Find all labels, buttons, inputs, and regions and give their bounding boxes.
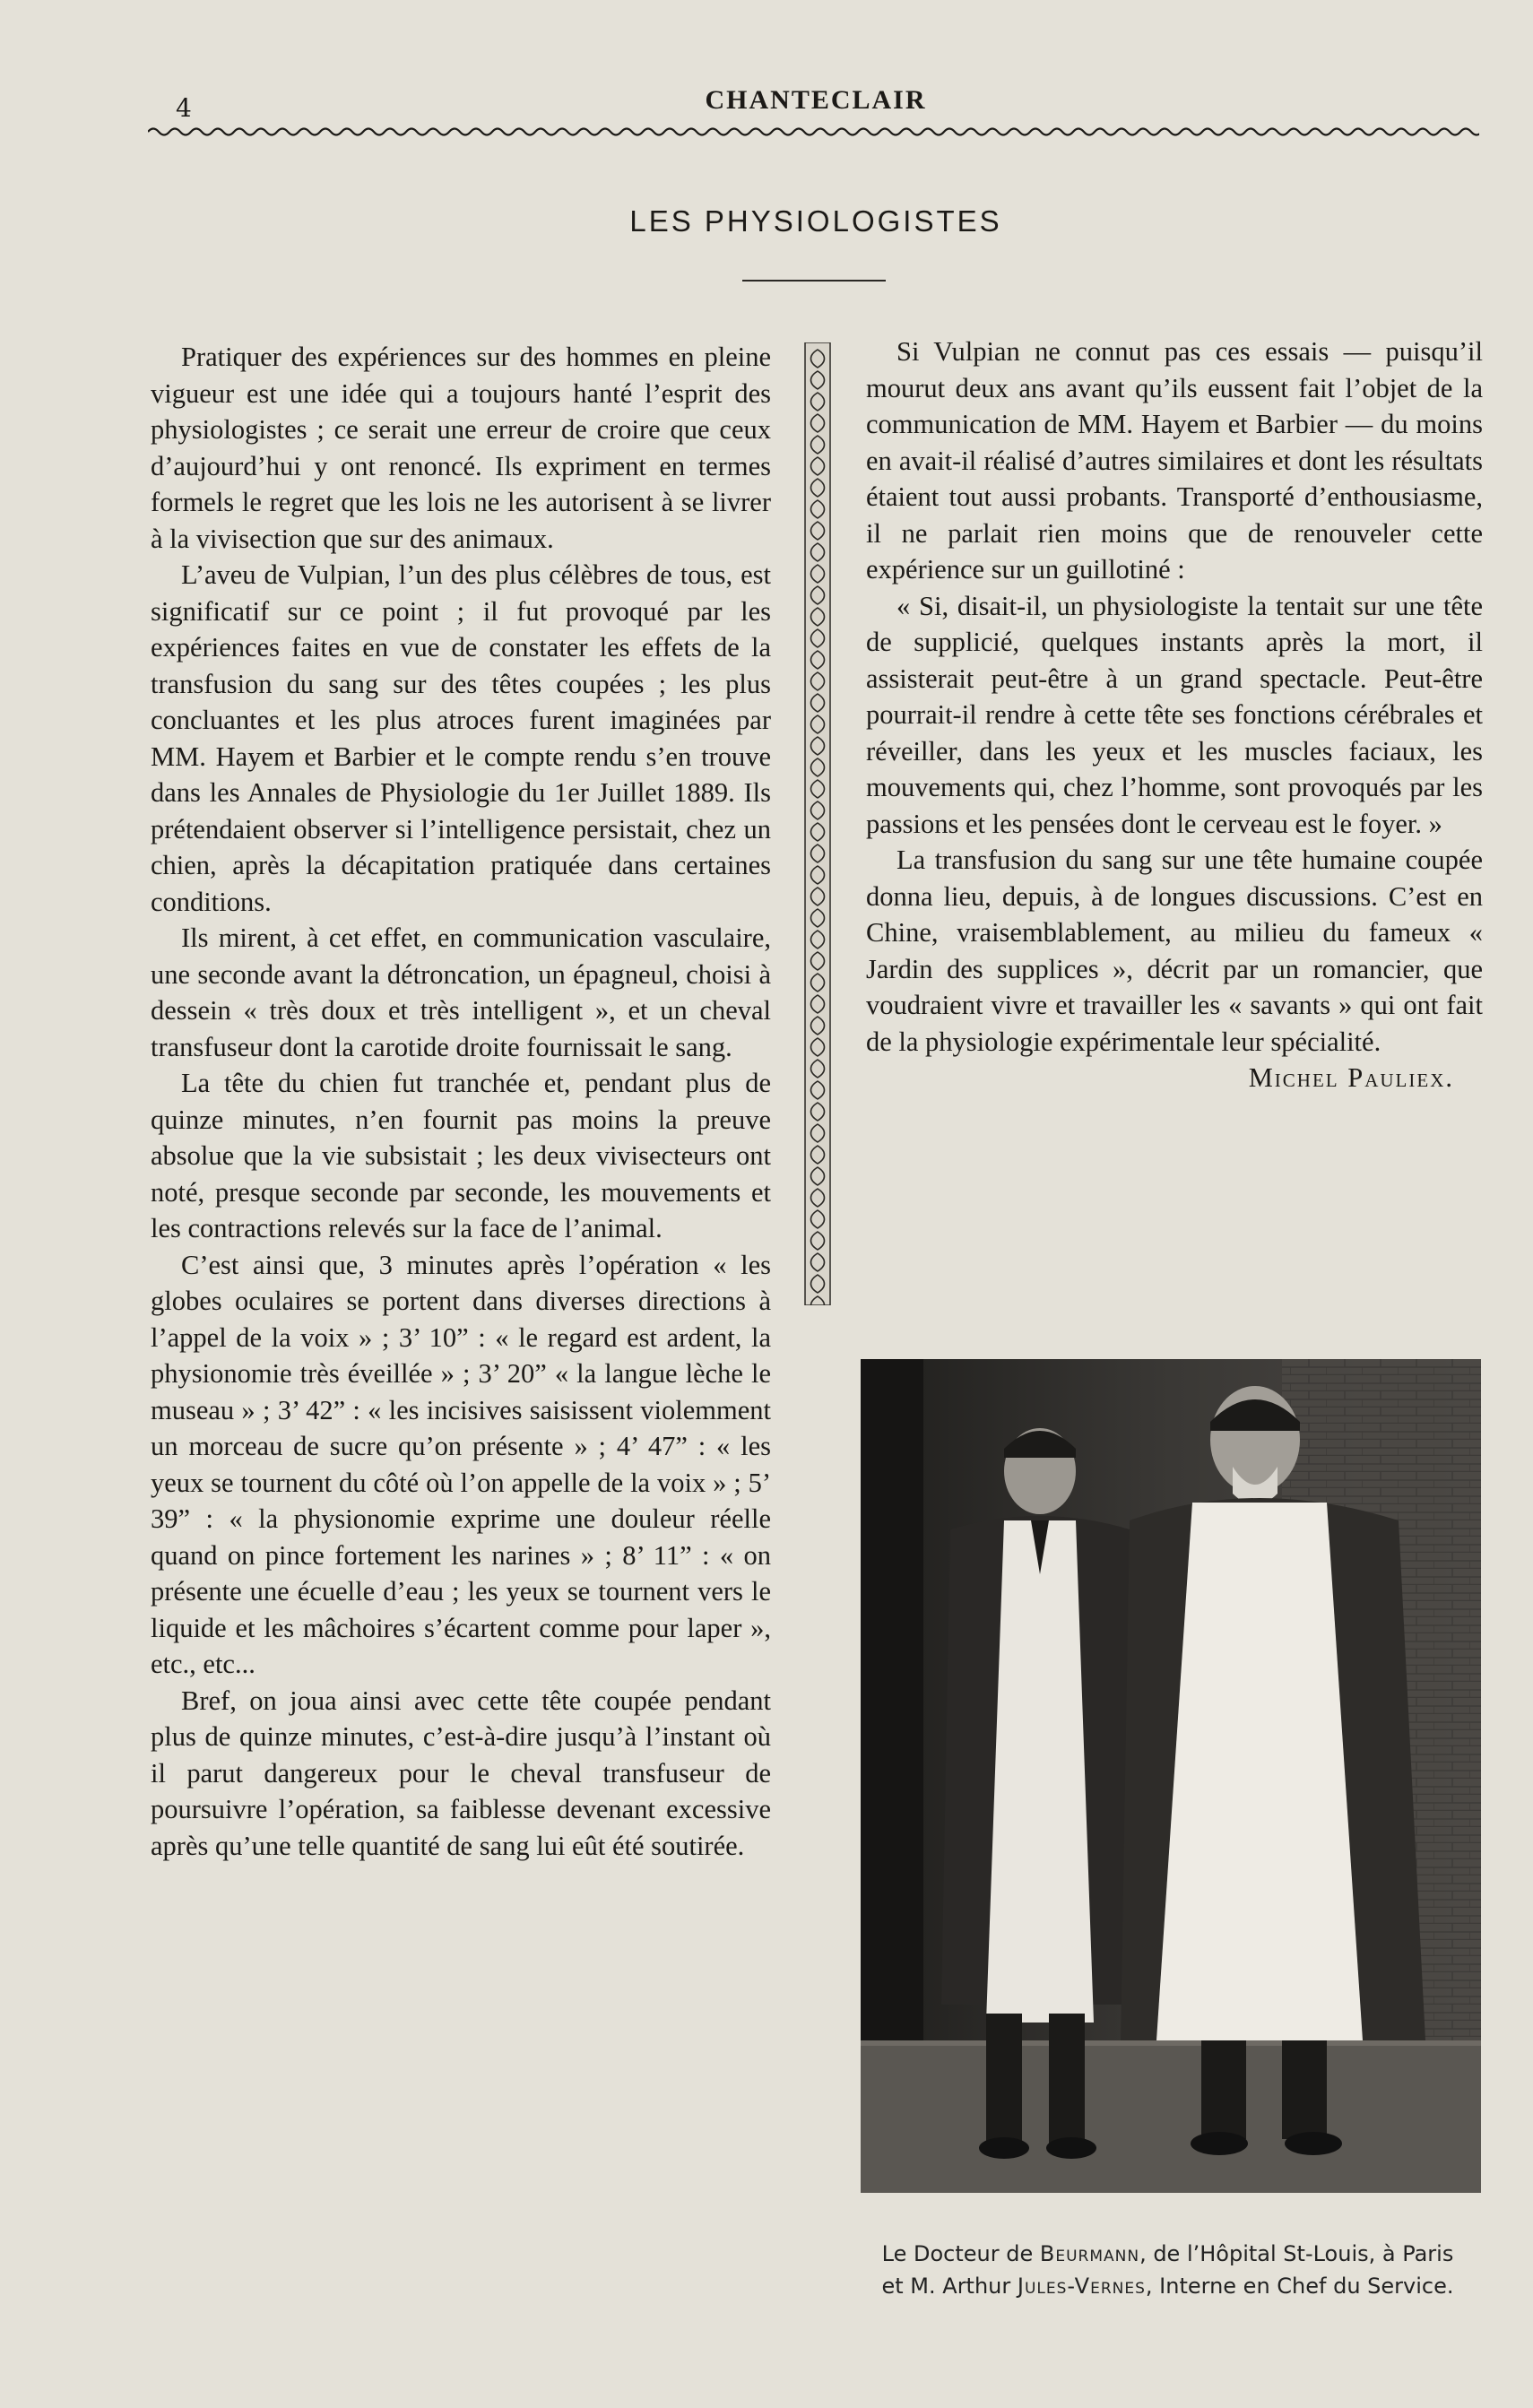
photo-caption [852,2238,1484,2302]
paragraph: Si Vulpian ne connut pas ces essais — puisqu’il mourut deux ans avant qu’ils eussent fait l’objet de la communication de MM. Hayem et Barbier — du moins en avait-il réalisé d’autres similaires et dont les résultats étaient tout aussi probants. Transporté d’enthousiasme, il ne parlait rien moins que de renouveler cette expérience sur un guillotiné : [866,336,1483,585]
title-rule [742,280,886,282]
caption-text: et M. Arthur [881,2274,1011,2299]
caption-text: , Interne en Chef du Service. [1145,2274,1454,2299]
paragraph: Pratiquer des expériences sur des hommes en pleine vigueur est une idée qui a toujours hanté l’esprit des physiologistes ; ce serait une erreur de croire que ceux d’aujourd’hui y ont renoncé. Ils expriment en termes formels le regret que les lois ne les autorisent à se livrer à la vivisection que sur des animaux. [151,342,771,554]
paragraph: L’aveu de Vulpian, l’un des plus célèbres de tous, est significatif sur ce point ; il fut provoqué par les expériences faites en vue de constater les effets de la transfusion du sang sur des têtes coupées ; les plus concluantes et les plus atroces furent imaginées par MM. Hayem et Barbier et le compte rendu s’en trouve dans les Annales de Physiologie du 1er Juillet 1889. Ils prétendaient observer si l’intelligence persistait, chez un chien, après la décapitation pratiquée dans certaines conditions. [151,559,771,917]
caption-name: Beurmann [1039,2241,1140,2266]
ornamental-column-divider [801,342,834,1305]
caption-name: Jules-Vernes [1017,2274,1146,2299]
caption-line-2 [852,2270,1484,2302]
paragraph: Ils mirent, à cet effet, en communication vasculaire, une seconde avant la détroncation, un épagneul, choisi à dessein « très doux et très intelligent », et un cheval transfuseur dont la carotide droite fournissait le sang. [151,922,771,1062]
left-column [151,339,771,1864]
caption-text: Le Docteur de [881,2241,1034,2266]
journal-title: CHANTECLAIR [705,85,927,115]
page-number: 4 [176,93,192,123]
paragraph: La tête du chien fut tranchée et, pendant plus de quinze minutes, n’en fournit pas moins la preuve absolue que la vie subsistait ; les deux vivisecteurs ont noté, presque seconde par seconde, les mouvements et les contractions relevés sur la face de l’animal. [151,1068,771,1243]
caption-line-1 [852,2238,1484,2270]
paragraph: Bref, on joua ainsi avec cette tête coupée pendant plus de quinze minutes, c’est-à-dire jusqu’à l’instant où il parut dangereux pour le cheval transfuseur de poursuivre l’opération, sa faiblesse devenant excessive après qu’une telle quantité de sang lui eût été soutirée. [151,1685,771,1861]
paragraph: « Si, disait-il, un physiologiste la tentait sur une tête de supplicié, quelques instants après la mort, il assisterait peut-être à un grand spectacle. Peut-être pourrait-il rendre à cette tête ses fonctions cérébrales et réveiller, dans les yeux et les muscles faciaux, les mouvements qui, chez l’homme, sont provoqués par les passions et les pensées dont le cerveau est le foyer. » [866,590,1483,839]
paragraph: C’est ainsi que, 3 minutes après l’opération « les globes oculaires se portent dans diverses directions à l’appel de la voix » ; 3’ 10” : « le regard est ardent, la physionomie très éveillée » ; 3’ 20” « la langue lèche le museau » ; 3’ 42” : « les incisives saisissent violemment un morceau de sucre qu’on présente » ; 4’ 47” : « les yeux se tournent du côté où l’on appelle de la voix » ; 5’ 39” : « la physionomie exprime une douleur réelle quand on pince fortement les narines » ; 8’ 11” : « on présente une écuelle d’eau ; les yeux se tournent vers le liquide et les mâchoires s’écartent comme pour laper », etc., etc... [151,1249,771,1679]
right-column [866,333,1483,1096]
author-signature: Michel Pauliex. [1248,1062,1454,1093]
paragraph: La transfusion du sang sur une tête humaine coupée donna lieu, depuis, à de longues discussions. C’est en Chine, vraisemblablement, au milieu du fameux « Jardin des supplices », décrit par un romancier, que voudraient vivre et travailler les « savants » qui ont fait de la physiologie expérimentale leur spécialité. [866,845,1483,1057]
article-title: LES PHYSIOLOGISTES [629,204,1002,238]
caption-text: , de l’Hôpital St-Louis, à Paris [1139,2241,1454,2266]
header-wavy-rule [148,122,1479,142]
photograph-two-physicians [861,1359,1481,2193]
